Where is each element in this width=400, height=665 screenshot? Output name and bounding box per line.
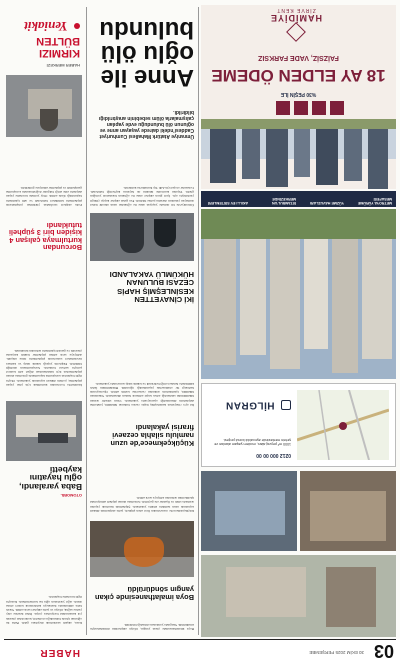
cinayet-text: İki ayrı cinayetten kesinleşmiş hapis cezası bulunan hükümlü, jandarma ekiplerinin düzenlediği operasyonla yakalandı. Uzun süredir aranan hükümlünün saklandığı adres tespit edilerek baskın düzenlendi. Yakalanan hükümlü, işlemlerinin ardından cezaevine teslim edildi. Operasyonda herhangi bir olumsuzluk yaşanmadığı öğrenildi. Hükümlünün farklı kimliklerle hareket ettiği belirlendi ve teknik takip sonucunda yakalandı. xyxy=(90,381,194,407)
boya-photo xyxy=(90,521,194,577)
ad-feature-4: AKILLI EV SİSTEMLERİ xyxy=(208,201,248,205)
ad-phone: 0212 000 00 00 xyxy=(256,452,291,458)
masthead xyxy=(0,639,400,665)
ad-feature-1: METROYA YÜRÜME MESAFESİ xyxy=(357,197,392,205)
ad-promo-panel xyxy=(201,5,396,189)
ad-option-label: %30 PEŞİN İLE xyxy=(280,91,317,97)
map-icon xyxy=(297,390,389,460)
baba-text: Kaza, akşam saatlerinde meydana geldi. Baba ile oğlunun içinde bulunduğu otomobil, kontrolden çıkarak yol kenarındaki bariyerlere çarptı. İhbar üzerine olay yerine sağlık, itfaiye ve polis ekipleri sevk edildi. Yaralı baba ambulansla hastaneye kaldırılarak tedavi altına alındı. Ağır yaralanan oğlu ise kurtarılamadı. Kazayla ilgili inceleme başlatıldı. xyxy=(6,595,82,625)
kucuk-text: Küçükçekmece'de cezaevinden firar eden şüpheli, polis ekiplerinin dikkati sayesinde uzun namlulu silahla yakalandı. Şüphelinin üzerinde yapılan aramada silah ve fişekler ele geçirildi. Gözaltına alınan şüpheli emniyetteki işlemlerinin ardından adliyeye sevk edildi. xyxy=(90,496,194,513)
ad-tower-illustration xyxy=(201,119,396,189)
borc-text: İstanbul'da borcundan kurtulmak için plan yapan şüpheliler, polisin dikkati sayesinde yakalandı. Olayla ilgili başlatılan soruşturma kapsamında gözaltına alınan şüphelilerden üçü tutuklanırken diğeri adli kontrol şartıyla serbest bırakıldı. Soruşturmanın sürdüğü bildirildi. Ekiplerin yaptığı teknik takip ve kamera incelemeleri sonucunda şüphelilerin izine ulaşıldı. Adliyeye sevk edilen şüpheliler hakim karşısına çıkarıldı ve gerekli işlemlerin ardından tutuklandı. xyxy=(6,348,82,387)
ad-info-panel xyxy=(201,383,396,467)
baba-headline: Baba yaralandı, oğlu hayatını kaybetti xyxy=(19,465,82,492)
ad-info-text: 1000 m² peyzaj alanı, modern yaşam alanları ve şehrin merkezinde ayrıcalıklı konut projesi. xyxy=(214,437,291,446)
page-number: 03 xyxy=(373,641,394,661)
publication-logo: Yeniakit xyxy=(8,13,80,35)
section-tag: HABER MERKEZİ xyxy=(46,63,80,68)
bulletin-column xyxy=(4,5,84,637)
section-title: KIRMIZI BÜLTEN xyxy=(36,35,80,59)
ad-feature-bar xyxy=(201,191,396,207)
column-divider-2 xyxy=(198,7,199,635)
main-headline: Anne ile oğlu ölü bulundu xyxy=(99,16,194,91)
brand-logo-icon xyxy=(286,22,306,42)
boya-text: Boya imalathanesinde çıkan yangın, itfaiye ekiplerinin müdahalesiyle söndürüldü. Yangında yaralanan olmadığı bildirildi. xyxy=(90,622,194,631)
ad-feature-3: İSTANBUL'UN MERKEZİNDE xyxy=(272,197,296,205)
bulletin-photo xyxy=(6,75,82,137)
main-text: Ümraniye'de bir dairede yaşayan anne ile oğlundan uzun süredir haber alamayan yakınları durumu polise bildirdi. Eve gelen ekipler kapıyı çilingir yardımıyla açtı. İçeri giren ekipler anne ile oğlunun hareketsiz yattığını gördü. Yapılan kontrolde ikisinin de hayatını kaybettiği belirlendi. Cenazeler otopsi için Adli Tıp Kurumu'na kaldırıldı. xyxy=(90,185,194,207)
ad-lifestyle-photo-2 xyxy=(201,471,297,551)
ad-feature-2: YÜZME HAVUZLARI xyxy=(309,201,344,205)
ad-render-photo xyxy=(201,209,396,379)
baba-photo xyxy=(6,401,82,461)
masthead-rule xyxy=(4,639,396,640)
issue-date: 30 EKİM 2025 PERŞEMBE xyxy=(309,650,364,655)
ad-option-boxes xyxy=(252,101,344,115)
boya-headline: Boya imalathanesinde çıkan yangın söndürüldü xyxy=(95,584,194,602)
brand-logo-icon xyxy=(74,23,80,29)
baba-tag: OTOMOBİL xyxy=(60,493,82,498)
kucuk-headline: Küçükçekmece'de uzun namlulu silahla cezaevi firarisi yakalandı xyxy=(110,422,194,448)
borc-headline: Borcundan kurtulmaya çalışan 4 kişiden biri 3 şüpheli tutuklandı xyxy=(8,220,82,252)
developer-logo: HİLGRAN xyxy=(205,396,291,414)
news-column xyxy=(89,5,196,637)
ad-brand: HAMİDİYE ZİRVE KENT xyxy=(256,7,336,39)
ad-promo-big: 18 AY ELDEN ÖDEME xyxy=(211,66,386,85)
ad-promo-small: FAİZSİZ, VADE FARKSIZ xyxy=(258,54,339,61)
cinayet-headline: İKİ CİNAYETTEN KESİNLEŞMİŞ HAPİS CEZASI BULUNAN HÜKÜMLÜ YAKALANDI xyxy=(109,269,194,304)
main-subhead: Ümraniye Atatürk Mahallesi Cumhuriyet Caddesi'ndeki dairede yaşayan anne ve oğlunun ölü bulunduğu evde yapılan çalışmalarla ölüm sebebinin araştırıldığı bildirildi. xyxy=(98,109,194,139)
ad-lifestyle-photo-1 xyxy=(300,471,396,551)
column-divider-1 xyxy=(86,7,87,635)
advertisement xyxy=(201,5,396,637)
ad-lifestyle-photo-3 xyxy=(201,555,396,637)
bulletin-text: Polis ekipleri tarafından yürütülen çalışmalarda şüphelilerin kimlikleri belirlendi ve adli işlemlerin başlatıldığı ifade edildi. Olay yerinde inceleme yapan ekiplerin elde ettiği bulgular doğrultusunda soruşturma genişletildi ve şüpheliler emniyete götürüldü. xyxy=(6,185,82,207)
developer-logo-icon xyxy=(281,400,291,410)
section-label: HABER xyxy=(39,647,80,658)
cinayet-photo xyxy=(90,213,194,261)
